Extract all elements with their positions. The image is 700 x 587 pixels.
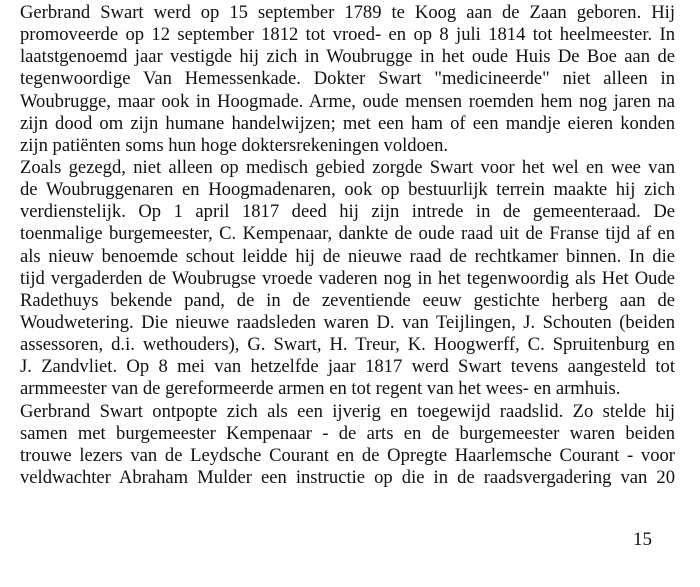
text-line: samen met burgemeester Kempenaar - de arts en de burgemeester waren beiden	[20, 422, 675, 444]
text-line: zijn patiënten soms hun hoge doktersrekeningen voldoen.	[20, 134, 449, 156]
body-text	[20, 2, 675, 489]
text-line: toenmalige burgemeester, C. Kempenaar, dankte de oude raad uit de Franse tijd af en	[20, 223, 675, 245]
text-line: de Woubruggenaren en Hoogmadenaren, ook op bestuurlijk terrein maakte hij zich	[20, 179, 675, 201]
text-line: Woubrugge, maar ook in Hoogmade. Arme, oude mensen roemden hem nog jaren na	[20, 90, 675, 112]
text-line: J. Zandvliet. Op 8 mei van hetzelfde jaar 1817 werd Swart tevens aangesteld tot	[20, 356, 675, 378]
text-line: als nieuw benoemde schout leidde hij de nieuwe raad de rechtkamer binnen. In die	[20, 245, 675, 267]
text-line: Gerbrand Swart ontpopte zich als een ijverig en toegewijd raadslid. Zo stelde hij	[20, 400, 675, 422]
text-line: tijd vergaderden de Woubrugse vroede vaderen nog in het tegenwoordig als Het Oude	[20, 267, 675, 289]
text-line: zijn dood om zijn humane handelwijzen; met een ham of een mandje eieren konden	[20, 112, 675, 134]
page-number: 15	[633, 529, 652, 550]
text-line: Radethuys bekende pand, de in de zeventiende eeuw gestichte herberg aan de	[20, 289, 675, 311]
text-line: armmeester van de gereformeerde armen en tot regent van het wees- en armhuis.	[20, 378, 621, 400]
text-line: assessoren, d.i. wethouders), G. Swart, H. Treur, K. Hoogwerff, C. Spruitenburg en	[20, 334, 675, 356]
text-line: trouwe lezers van de Leydsche Courant en de Opregte Haarlemsche Courant - voor	[20, 444, 675, 466]
text-line: Zoals gezegd, niet alleen op medisch gebied zorgde Swart voor het wel en wee van	[20, 156, 675, 178]
text-line: verdienstelijk. Op 1 april 1817 deed hij zijn intrede in de gemeenteraad. De	[20, 201, 675, 223]
text-line: promoveerde op 12 september 1812 tot vroed- en op 8 juli 1814 tot heelmeester. In	[20, 24, 675, 46]
text-line: veldwachter Abraham Mulder een instructie op die in de raadsvergadering van 20	[20, 466, 675, 488]
text-line: Gerbrand Swart werd op 15 september 1789 te Koog aan de Zaan geboren. Hij	[20, 2, 675, 23]
text-line: Woudwetering. Die nieuwe raadsleden waren D. van Teijlingen, J. Schouten (beiden	[20, 311, 675, 333]
text-line: tegenwoordige Van Hemessenkade. Dokter Swart "medicineerde" niet alleen in	[20, 68, 675, 90]
text-line: laatstgenoemd jaar vestigde hij zich in Woubrugge in het oude Huis De Boe aan de	[20, 46, 675, 68]
